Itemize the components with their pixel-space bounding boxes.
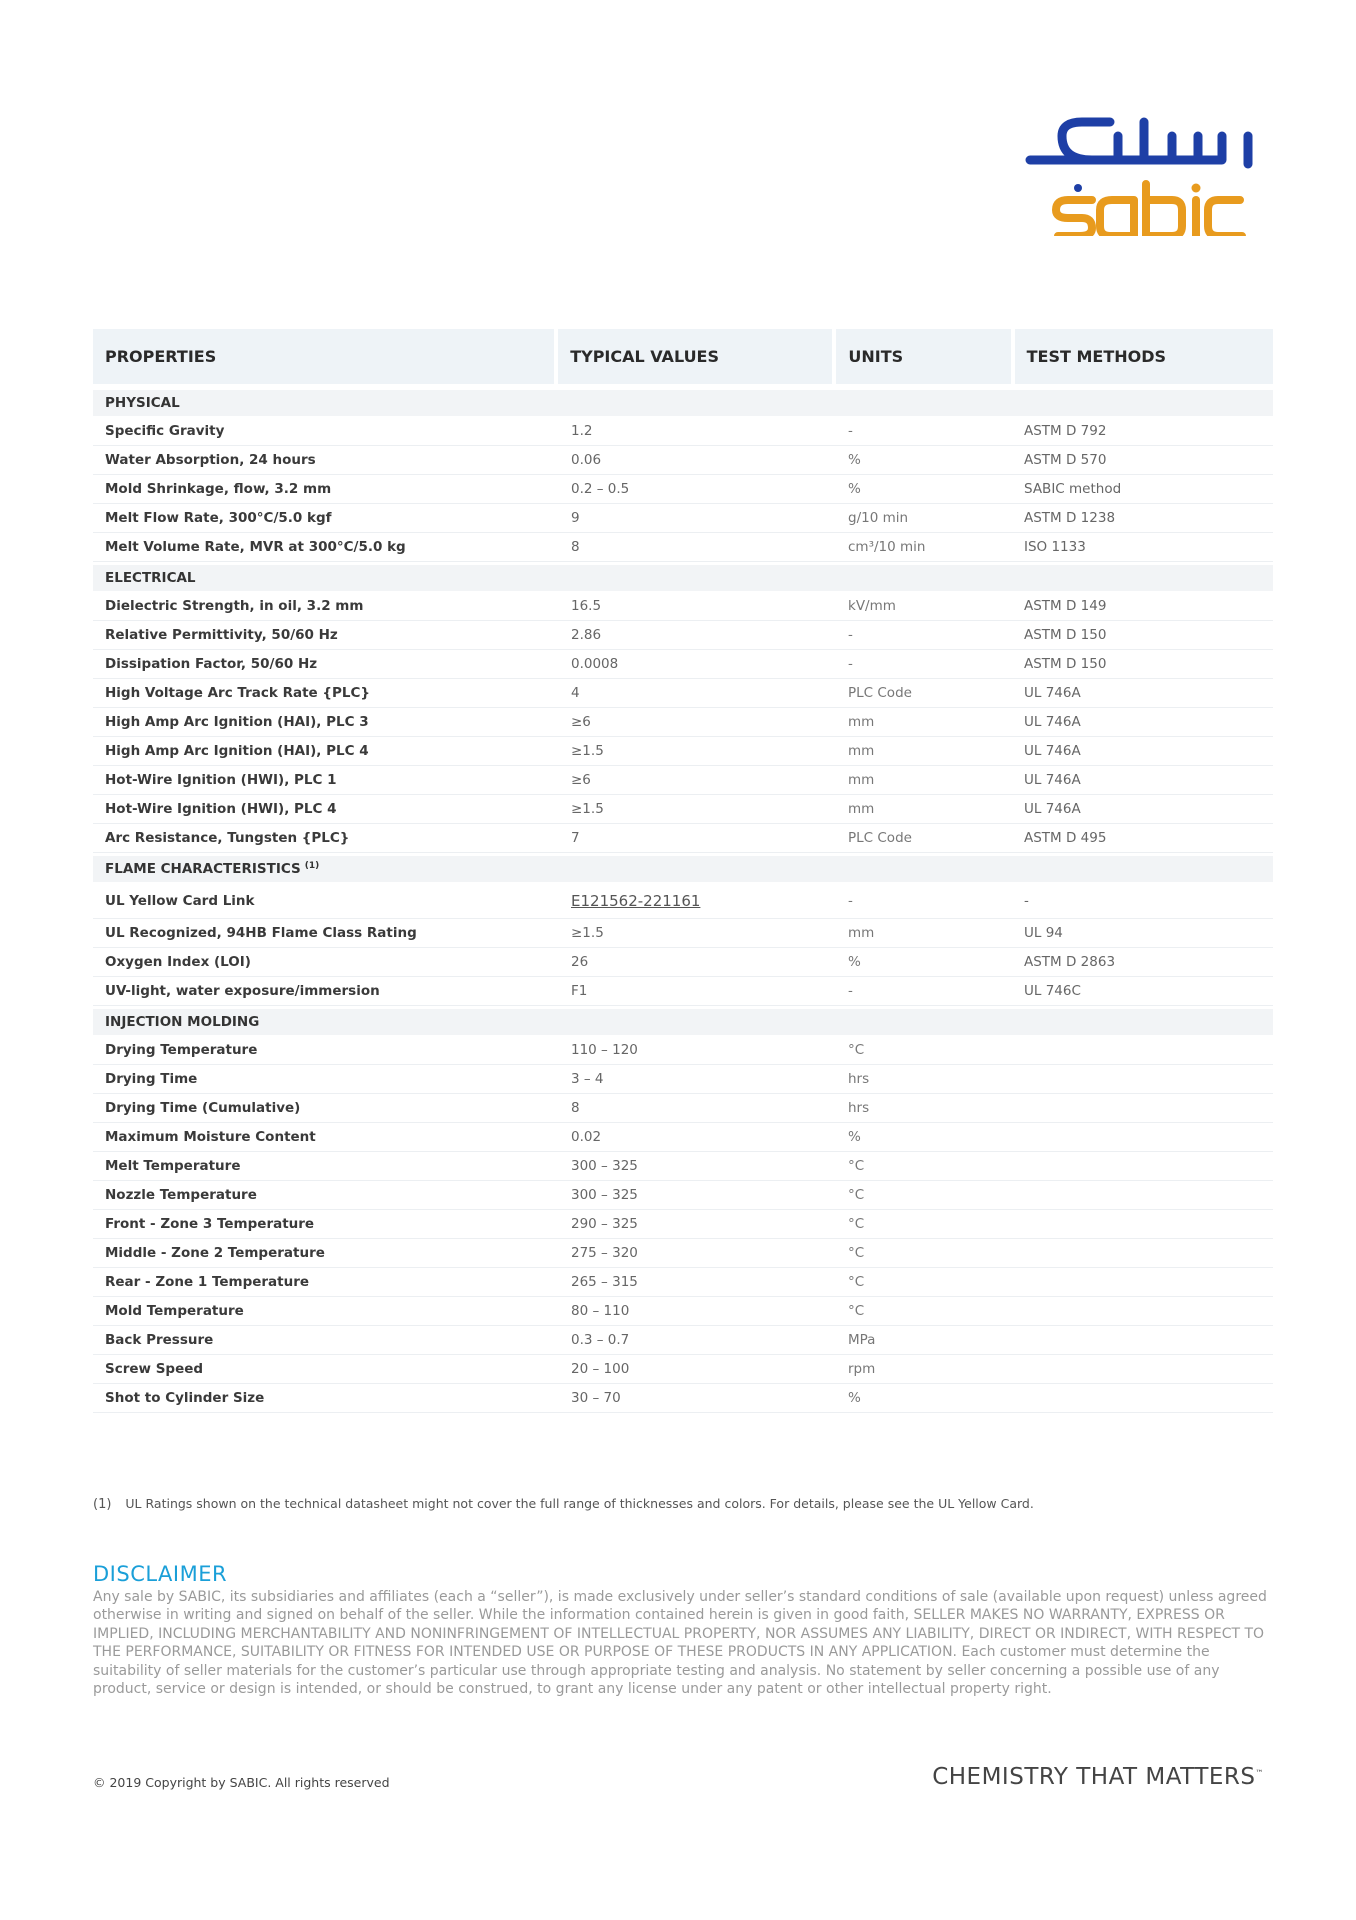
table-row bbox=[93, 1036, 1273, 1065]
unit-cell: - bbox=[848, 983, 853, 999]
unit-cell: °C bbox=[848, 1042, 865, 1058]
method-cell: UL 746A bbox=[1024, 772, 1081, 788]
method-cell: ASTM D 570 bbox=[1024, 452, 1107, 468]
table-row bbox=[93, 737, 1273, 766]
value-cell: 8 bbox=[571, 1100, 580, 1116]
unit-cell: MPa bbox=[848, 1332, 876, 1348]
value-cell: F1 bbox=[571, 983, 588, 999]
property-cell: Dielectric Strength, in oil, 3.2 mm bbox=[105, 598, 364, 614]
unit-cell: hrs bbox=[848, 1071, 870, 1087]
section-flame-title: FLAME CHARACTERISTICS bbox=[105, 861, 301, 877]
value-cell: ≥1.5 bbox=[571, 925, 604, 941]
section-flame bbox=[93, 856, 1273, 882]
unit-cell: mm bbox=[848, 714, 875, 730]
value-cell bbox=[559, 892, 836, 910]
value-cell: 26 bbox=[571, 954, 589, 970]
table-row bbox=[93, 417, 1273, 446]
property-cell: UV-light, water exposure/immersion bbox=[105, 983, 380, 999]
section-electrical: ELECTRICAL bbox=[93, 565, 1273, 591]
unit-cell: °C bbox=[848, 1158, 865, 1174]
value-cell: 2.86 bbox=[571, 627, 602, 643]
unit-cell: % bbox=[848, 452, 861, 468]
section-molding-rows bbox=[93, 1036, 1273, 1413]
method-cell: ASTM D 495 bbox=[1024, 830, 1107, 846]
property-cell: Hot-Wire Ignition (HWI), PLC 1 bbox=[105, 772, 337, 788]
unit-cell: - bbox=[848, 656, 853, 672]
properties-table bbox=[93, 329, 1273, 1413]
value-cell: 110 – 120 bbox=[571, 1042, 638, 1058]
table-row bbox=[93, 1384, 1273, 1413]
unit-cell: °C bbox=[848, 1216, 865, 1232]
sabic-logo bbox=[1022, 112, 1272, 236]
method-cell: ISO 1133 bbox=[1024, 539, 1086, 555]
property-cell: Drying Temperature bbox=[105, 1042, 258, 1058]
table-row bbox=[93, 1094, 1273, 1123]
table-row bbox=[93, 533, 1273, 562]
value-cell: 20 – 100 bbox=[571, 1361, 630, 1377]
property-cell: Arc Resistance, Tungsten {PLC} bbox=[105, 830, 350, 846]
copyright: © 2019 Copyright by SABIC. All rights reserved bbox=[93, 1775, 390, 1790]
method-cell: UL 746A bbox=[1024, 743, 1081, 759]
section-flame-rows bbox=[93, 883, 1273, 1006]
property-cell: Maximum Moisture Content bbox=[105, 1129, 316, 1145]
unit-cell: % bbox=[848, 1129, 861, 1145]
value-cell: 0.06 bbox=[571, 452, 602, 468]
section-physical-rows bbox=[93, 417, 1273, 562]
property-cell: Nozzle Temperature bbox=[105, 1187, 257, 1203]
tagline bbox=[932, 1764, 1264, 1790]
value-cell: 7 bbox=[571, 830, 580, 846]
method-cell: ASTM D 2863 bbox=[1024, 954, 1116, 970]
footnote-mark: (1) bbox=[93, 1497, 112, 1512]
method-cell: ASTM D 1238 bbox=[1024, 510, 1116, 526]
header-typical-values: TYPICAL VALUES bbox=[558, 329, 832, 384]
table-row bbox=[93, 504, 1273, 533]
table-header bbox=[93, 329, 1273, 384]
property-cell: Front - Zone 3 Temperature bbox=[105, 1216, 315, 1232]
value-cell: ≥1.5 bbox=[571, 743, 604, 759]
method-cell: ASTM D 149 bbox=[1024, 598, 1107, 614]
value-cell: ≥1.5 bbox=[571, 801, 604, 817]
method-cell: UL 746A bbox=[1024, 685, 1081, 701]
property-cell: Screw Speed bbox=[105, 1361, 204, 1377]
ul-yellow-card-link[interactable]: E121562-221161 bbox=[571, 891, 701, 910]
unit-cell: °C bbox=[848, 1274, 865, 1290]
property-cell: High Amp Arc Ignition (HAI), PLC 4 bbox=[105, 743, 369, 759]
value-cell: 0.3 – 0.7 bbox=[571, 1332, 630, 1348]
property-cell: Water Absorption, 24 hours bbox=[105, 452, 316, 468]
section-electrical-rows bbox=[93, 592, 1273, 853]
table-row bbox=[93, 679, 1273, 708]
header-test-methods: TEST METHODS bbox=[1015, 329, 1273, 384]
value-cell: 0.02 bbox=[571, 1129, 602, 1145]
unit-cell: mm bbox=[848, 925, 875, 941]
property-cell: Melt Volume Rate, MVR at 300°C/5.0 kg bbox=[105, 539, 406, 555]
table-row bbox=[93, 1181, 1273, 1210]
unit-cell: kV/mm bbox=[848, 598, 896, 614]
property-cell: Relative Permittivity, 50/60 Hz bbox=[105, 627, 338, 643]
property-cell: Middle - Zone 2 Temperature bbox=[105, 1245, 325, 1261]
value-cell: 80 – 110 bbox=[571, 1303, 630, 1319]
table-row bbox=[93, 475, 1273, 504]
method-cell: - bbox=[1024, 892, 1029, 909]
table-row bbox=[93, 1326, 1273, 1355]
value-cell: 300 – 325 bbox=[571, 1187, 638, 1203]
footnote-text: UL Ratings shown on the technical datasheet might not cover the full range of thicknesses and colors. For details, please see the UL Yellow Card. bbox=[125, 1496, 1034, 1511]
section-physical: PHYSICAL bbox=[93, 390, 1273, 416]
value-cell: 8 bbox=[571, 539, 580, 555]
property-cell: Hot-Wire Ignition (HWI), PLC 4 bbox=[105, 801, 337, 817]
method-cell: ASTM D 792 bbox=[1024, 423, 1107, 439]
property-cell: Back Pressure bbox=[105, 1332, 214, 1348]
table-row bbox=[93, 708, 1273, 737]
table-row bbox=[93, 650, 1273, 679]
unit-cell: mm bbox=[848, 772, 875, 788]
table-row bbox=[93, 1297, 1273, 1326]
disclaimer-text: Any sale by SABIC, its subsidiaries and affiliates (each a “seller”), is made exclusively under seller’s standard conditions of sale (available upon request) unless agreed otherwise in writing and signed on behalf of the seller. While the information contained herein is given in good faith, SELLER MAKES NO WARRANTY, EXPRESS OR IMPLIED, INCLUDING MERCHANTABILITY AND NONINFRINGEMENT OF INTELLECTUAL PROPERTY, NOR ASSUMES ANY LIABILITY, DIRECT OR INDIRECT, WITH RESPECT TO THE PERFORMANCE, SUITABILITY OR FITNESS FOR INTENDED USE OR PURPOSE OF THESE PRODUCTS IN ANY APPLICATION. Each customer must determine the suitability of seller materials for the customer’s particular use through appropriate testing and analysis. No statement by seller concerning a possible use of any product, service or design is intended, or should be construed, to grant any license under any patent or other intellectual property right. bbox=[93, 1589, 1267, 1698]
unit-cell: hrs bbox=[848, 1100, 870, 1116]
value-cell: 30 – 70 bbox=[571, 1390, 621, 1406]
table-row bbox=[93, 824, 1273, 853]
table-row bbox=[93, 621, 1273, 650]
unit-cell: PLC Code bbox=[848, 685, 912, 701]
method-cell: UL 746A bbox=[1024, 801, 1081, 817]
header-properties: PROPERTIES bbox=[93, 329, 554, 384]
table-row bbox=[93, 1152, 1273, 1181]
unit-cell: % bbox=[848, 1390, 861, 1406]
unit-cell: °C bbox=[848, 1303, 865, 1319]
table-row bbox=[93, 977, 1273, 1006]
unit-cell: g/10 min bbox=[848, 510, 909, 526]
header-units: UNITS bbox=[836, 329, 1010, 384]
table-row bbox=[93, 592, 1273, 621]
trademark-mark: ™ bbox=[1255, 1768, 1264, 1778]
section-injection-molding: INJECTION MOLDING bbox=[93, 1009, 1273, 1035]
unit-cell: °C bbox=[848, 1245, 865, 1261]
unit-cell: % bbox=[848, 954, 861, 970]
method-cell: SABIC method bbox=[1024, 481, 1122, 497]
unit-cell: rpm bbox=[848, 1361, 876, 1377]
property-cell: UL Recognized, 94HB Flame Class Rating bbox=[105, 925, 417, 941]
value-cell: 9 bbox=[571, 510, 580, 526]
value-cell: 3 – 4 bbox=[571, 1071, 604, 1087]
property-cell: Rear - Zone 1 Temperature bbox=[105, 1274, 310, 1290]
value-cell: 0.0008 bbox=[571, 656, 619, 672]
method-cell: ASTM D 150 bbox=[1024, 656, 1107, 672]
table-row bbox=[93, 1239, 1273, 1268]
unit-cell: mm bbox=[848, 801, 875, 817]
property-cell: Oxygen Index (LOI) bbox=[105, 954, 251, 970]
value-cell: 16.5 bbox=[571, 598, 602, 614]
table-row bbox=[93, 795, 1273, 824]
property-cell: Dissipation Factor, 50/60 Hz bbox=[105, 656, 318, 672]
property-cell: Mold Shrinkage, flow, 3.2 mm bbox=[105, 481, 332, 497]
disclaimer-title: DISCLAIMER bbox=[93, 1562, 228, 1586]
table-row bbox=[93, 766, 1273, 795]
unit-cell: - bbox=[848, 627, 853, 643]
footnote bbox=[93, 1496, 1034, 1512]
property-cell: UL Yellow Card Link bbox=[105, 892, 255, 909]
unit-cell: % bbox=[848, 481, 861, 497]
section-flame-note-mark: (1) bbox=[304, 861, 320, 871]
tagline-text: CHEMISTRY THAT MATTERS bbox=[932, 1764, 1256, 1790]
value-cell: 290 – 325 bbox=[571, 1216, 638, 1232]
property-cell: Mold Temperature bbox=[105, 1303, 244, 1319]
table-row bbox=[93, 883, 1273, 919]
value-cell: 275 – 320 bbox=[571, 1245, 638, 1261]
unit-cell: - bbox=[848, 892, 853, 909]
unit-cell: °C bbox=[848, 1187, 865, 1203]
table-row bbox=[93, 919, 1273, 948]
table-row bbox=[93, 1065, 1273, 1094]
property-cell: Drying Time (Cumulative) bbox=[105, 1100, 301, 1116]
table-row bbox=[93, 1210, 1273, 1239]
property-cell: High Voltage Arc Track Rate {PLC} bbox=[105, 685, 371, 701]
value-cell: 4 bbox=[571, 685, 580, 701]
value-cell: 265 – 315 bbox=[571, 1274, 638, 1290]
method-cell: UL 746A bbox=[1024, 714, 1081, 730]
property-cell: Shot to Cylinder Size bbox=[105, 1390, 265, 1406]
table-row bbox=[93, 446, 1273, 475]
value-cell: 300 – 325 bbox=[571, 1158, 638, 1174]
unit-cell: mm bbox=[848, 743, 875, 759]
value-cell: ≥6 bbox=[571, 714, 591, 730]
method-cell: UL 746C bbox=[1024, 983, 1081, 999]
table-row bbox=[93, 1123, 1273, 1152]
method-cell: ASTM D 150 bbox=[1024, 627, 1107, 643]
property-cell: Specific Gravity bbox=[105, 423, 225, 439]
property-cell: High Amp Arc Ignition (HAI), PLC 3 bbox=[105, 714, 369, 730]
table-row bbox=[93, 948, 1273, 977]
value-cell: 0.2 – 0.5 bbox=[571, 481, 630, 497]
unit-cell: PLC Code bbox=[848, 830, 912, 846]
table-row bbox=[93, 1355, 1273, 1384]
table-row bbox=[93, 1268, 1273, 1297]
unit-cell: - bbox=[848, 423, 853, 439]
value-cell: 1.2 bbox=[571, 423, 593, 439]
property-cell: Melt Temperature bbox=[105, 1158, 241, 1174]
property-cell: Drying Time bbox=[105, 1071, 198, 1087]
unit-cell: cm³/10 min bbox=[848, 539, 926, 555]
property-cell: Melt Flow Rate, 300°C/5.0 kgf bbox=[105, 510, 332, 526]
value-cell: ≥6 bbox=[571, 772, 591, 788]
method-cell: UL 94 bbox=[1024, 925, 1063, 941]
sabic-logo-graphic bbox=[1022, 112, 1272, 236]
